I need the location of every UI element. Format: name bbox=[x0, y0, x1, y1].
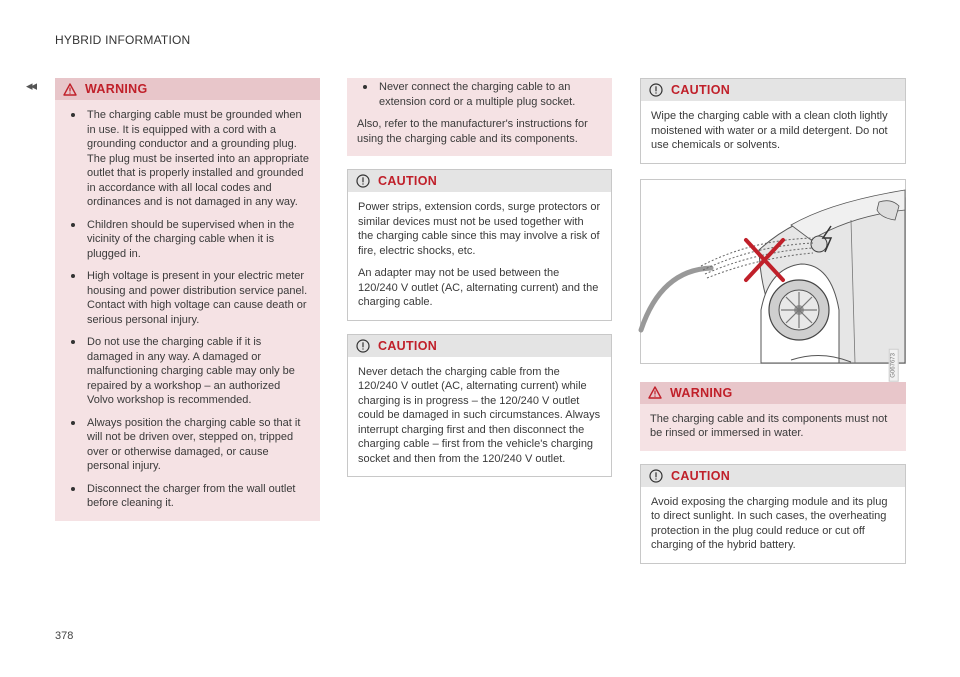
illustration-code: G067673 bbox=[889, 349, 899, 382]
column-1 bbox=[55, 78, 320, 521]
caution-body bbox=[641, 487, 905, 563]
caution-title: CAUTION bbox=[378, 174, 438, 188]
back-arrows-icon[interactable]: ◂◂ bbox=[26, 78, 36, 93]
list-item: Do not use the charging cable if it is damaged in any way. A damaged or malfunctioning charging cable may only be repaired by a workshop – an authorized Volvo workshop is recommended. bbox=[65, 335, 310, 408]
caution-header bbox=[348, 335, 611, 357]
caution-exclamation-icon bbox=[356, 174, 370, 188]
caution-header bbox=[641, 79, 905, 101]
caution-title: CAUTION bbox=[671, 468, 731, 483]
caution-paragraph: An adapter may not be used between the 120/240 V outlet (AC, alternating current) and the charging cable. bbox=[358, 267, 599, 308]
list-item: Never connect the charging cable to an extension cord or a multiple plug socket. bbox=[357, 80, 602, 109]
caution-body bbox=[348, 357, 611, 477]
list-item: Disconnect the charger from the wall outlet before cleaning it. bbox=[65, 482, 310, 511]
caution-paragraph: Power strips, extension cords, surge protectors or similar devices must not be used together with the charging cable since this may involve a risk of fire, electric shocks, etc. bbox=[358, 201, 601, 257]
list-item: Children should be supervised when in the vicinity of the charging cable when it is plugged in. bbox=[65, 218, 310, 262]
warning-continued-box bbox=[347, 78, 612, 156]
caution-body bbox=[641, 101, 905, 163]
caution-box bbox=[640, 78, 906, 164]
warning-title: WARNING bbox=[85, 82, 148, 96]
caution-header bbox=[348, 170, 611, 192]
caution-exclamation-icon bbox=[649, 83, 663, 97]
car-washing-illustration bbox=[640, 179, 906, 378]
caution-box bbox=[347, 169, 612, 321]
warning-note: Also, refer to the manufacturer's instructions for using the charging cable and its components. bbox=[357, 118, 588, 145]
page-number: 378 bbox=[55, 630, 74, 642]
caution-paragraph: Never detach the charging cable from the 120/240 V outlet (AC, alternating current) while charging is in progress – the 120/240 V outlet could be damaged in such circumstances. Always interrupt charging first and then disconnect the charging cable – first from the vehicle's charging socket and then from the 120/240 V outlet. bbox=[358, 365, 601, 465]
column-2 bbox=[347, 78, 612, 477]
warning-paragraph: The charging cable and its components must not be rinsed or immersed in water. bbox=[650, 412, 888, 439]
caution-header bbox=[641, 465, 905, 487]
warning-box bbox=[640, 382, 906, 451]
list-item: High voltage is present in your electric meter housing and power distribution service panel. Contact with high voltage can cause death or serious personal injury. bbox=[65, 269, 310, 327]
caution-body bbox=[348, 192, 611, 320]
warning-header bbox=[55, 78, 320, 100]
caution-paragraph: Wipe the charging cable with a clean cloth lightly moistened with water or a mild detergent. Do not use chemicals or solvents. bbox=[651, 110, 888, 151]
caution-exclamation-icon bbox=[356, 339, 370, 353]
warning-header bbox=[640, 382, 906, 404]
caution-box bbox=[347, 334, 612, 478]
list-item: The charging cable must be grounded when in use. It is equipped with a cord with a grounding conductor and a grounding plug. The plug must be inserted into an appropriate outlet that is properly installed and grounded in accordance with all local codes and ordinances and is not damaged in any way. bbox=[65, 108, 310, 210]
list-item: Always position the charging cable so that it will not be driven over, stepped on, tripped over or otherwise damaged, or cause personal injury. bbox=[65, 416, 310, 474]
warning-title: WARNING bbox=[670, 385, 733, 400]
warning-continued-body bbox=[347, 78, 612, 156]
warning-box bbox=[55, 78, 320, 521]
caution-title: CAUTION bbox=[378, 338, 438, 353]
warning-triangle-icon bbox=[63, 83, 77, 96]
caution-paragraph: Avoid exposing the charging module and its plug to direct sunlight. In such cases, the overheating protection in the plug could reduce or cut off charging of the hybrid battery. bbox=[651, 495, 888, 551]
warning-body bbox=[640, 404, 906, 451]
section-title: HYBRID INFORMATION bbox=[55, 33, 191, 47]
warning-body bbox=[55, 100, 320, 521]
warning-triangle-icon bbox=[648, 386, 662, 399]
caution-box bbox=[640, 464, 906, 564]
column-3 bbox=[640, 78, 906, 564]
caution-title: CAUTION bbox=[671, 83, 731, 97]
caution-exclamation-icon bbox=[649, 469, 663, 483]
car-front-illustration bbox=[641, 180, 905, 363]
